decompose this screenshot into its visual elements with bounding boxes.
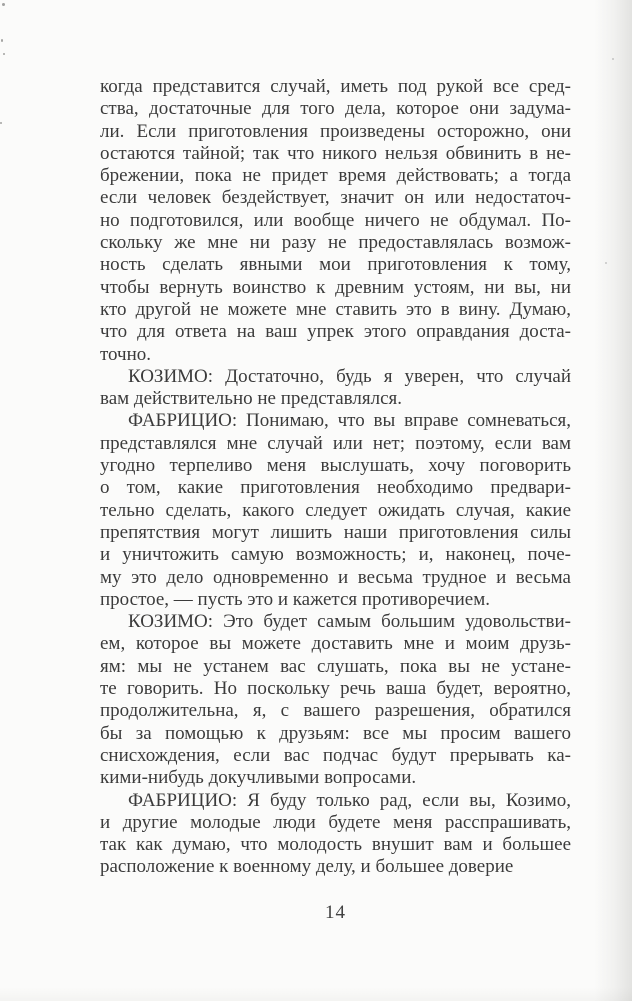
text-line: о том, какие приготовления необходимо предвари- xyxy=(100,477,571,499)
text-line: му это дело одновременно и весьма трудное и весьма xyxy=(100,566,571,588)
text-line: простое, — пусть это и кажется противоречием. xyxy=(100,588,491,610)
text-line: так как думаю, что молодость внушит вам и большее xyxy=(100,834,571,856)
text-line: ФАБРИЦИО: Понимаю, что вы вправе сомневаться, xyxy=(128,410,571,432)
text-line: КОЗИМО: Это будет самым большим удовольстви- xyxy=(128,611,571,633)
paragraph xyxy=(100,790,571,879)
scan-speck xyxy=(612,58,614,60)
text-line: и другие молодые люди будете меня расспрашивать, xyxy=(100,811,571,833)
paragraph xyxy=(100,611,571,789)
page-number: 14 xyxy=(325,902,346,923)
text-line: ства, достаточные для того дела, которое они задума- xyxy=(100,98,571,120)
scan-edge-shadow-right xyxy=(594,0,632,1001)
text-line: кто другой не можете мне ставить это в вину. Думаю, xyxy=(100,298,571,320)
paragraph xyxy=(100,366,571,411)
text-line: когда представится случай, иметь под рукой все сред- xyxy=(100,76,571,97)
paragraph xyxy=(100,76,571,366)
text-line: чтобы вернуть воинство к древним устоям, ни вы, ни xyxy=(100,276,571,298)
scan-edge-shadow-bottom xyxy=(0,987,632,1001)
text-line: расположение к военному делу, и большее доверие xyxy=(100,856,514,878)
text-line: ность сделать явными мои приготовления к тому, xyxy=(100,254,571,276)
text-line: ФАБРИЦИО: Я буду только рад, если вы, Козимо, xyxy=(128,789,571,811)
text-line: брежении, пока не придет время действовать; а тогда xyxy=(100,165,571,187)
scan-speck xyxy=(0,122,2,124)
text-line: ям: мы не устанем вас слушать, пока вы не устане- xyxy=(100,655,571,677)
text-line: КОЗИМО: Достаточно, будь я уверен, что случай xyxy=(128,365,571,387)
scan-speck xyxy=(605,262,607,264)
scan-speck xyxy=(1,39,3,42)
scan-speck xyxy=(2,3,5,6)
paragraph xyxy=(100,410,571,611)
text-line: ли. Если приготовления произведены осторожно, они xyxy=(100,120,571,142)
text-line: ем, которое вы можете доставить мне и моим друзь- xyxy=(100,633,571,655)
text-line: и уничтожить самую возможность; и, наконец, поче- xyxy=(100,544,571,566)
text-line: угодно терпеливо меня выслушать, хочу поговорить xyxy=(100,455,571,477)
text-line: кими-нибудь докучливыми вопросами. xyxy=(100,767,417,789)
text-line: скольку же мне ни разу не предоставлялась возмож- xyxy=(100,232,571,254)
text-line: если человек бездействует, значит он или недостаточ- xyxy=(100,187,571,209)
text-line: снисхождения, если вас подчас будут прерывать ка- xyxy=(100,744,571,766)
text-line: те говорить. Но поскольку речь ваша будет, вероятно, xyxy=(100,678,571,700)
text-line: остаются тайной; так что никого нельзя обвинить в не- xyxy=(100,142,571,164)
text-line: продолжительна, я, с вашего разрешения, обратился xyxy=(100,700,571,722)
scan-speck xyxy=(3,53,5,55)
text-block xyxy=(100,76,571,879)
text-line: что для ответа на ваш упрек этого оправдания доста- xyxy=(100,321,571,343)
text-line: бы за помощью к друзьям: все мы просим вашего xyxy=(100,722,571,744)
text-line: вам действительно не представлялся. xyxy=(100,388,402,410)
text-line: точно. xyxy=(100,343,152,365)
text-line: но подготовился, или вообще ничего не обдумал. По- xyxy=(100,209,571,231)
text-line: препятствия могут лишить наши приготовления силы xyxy=(100,521,571,543)
text-line: тельно сделать, какого следует ожидать случая, какие xyxy=(100,499,571,521)
text-line: представлялся мне случай или нет; поэтому, если вам xyxy=(100,432,571,454)
